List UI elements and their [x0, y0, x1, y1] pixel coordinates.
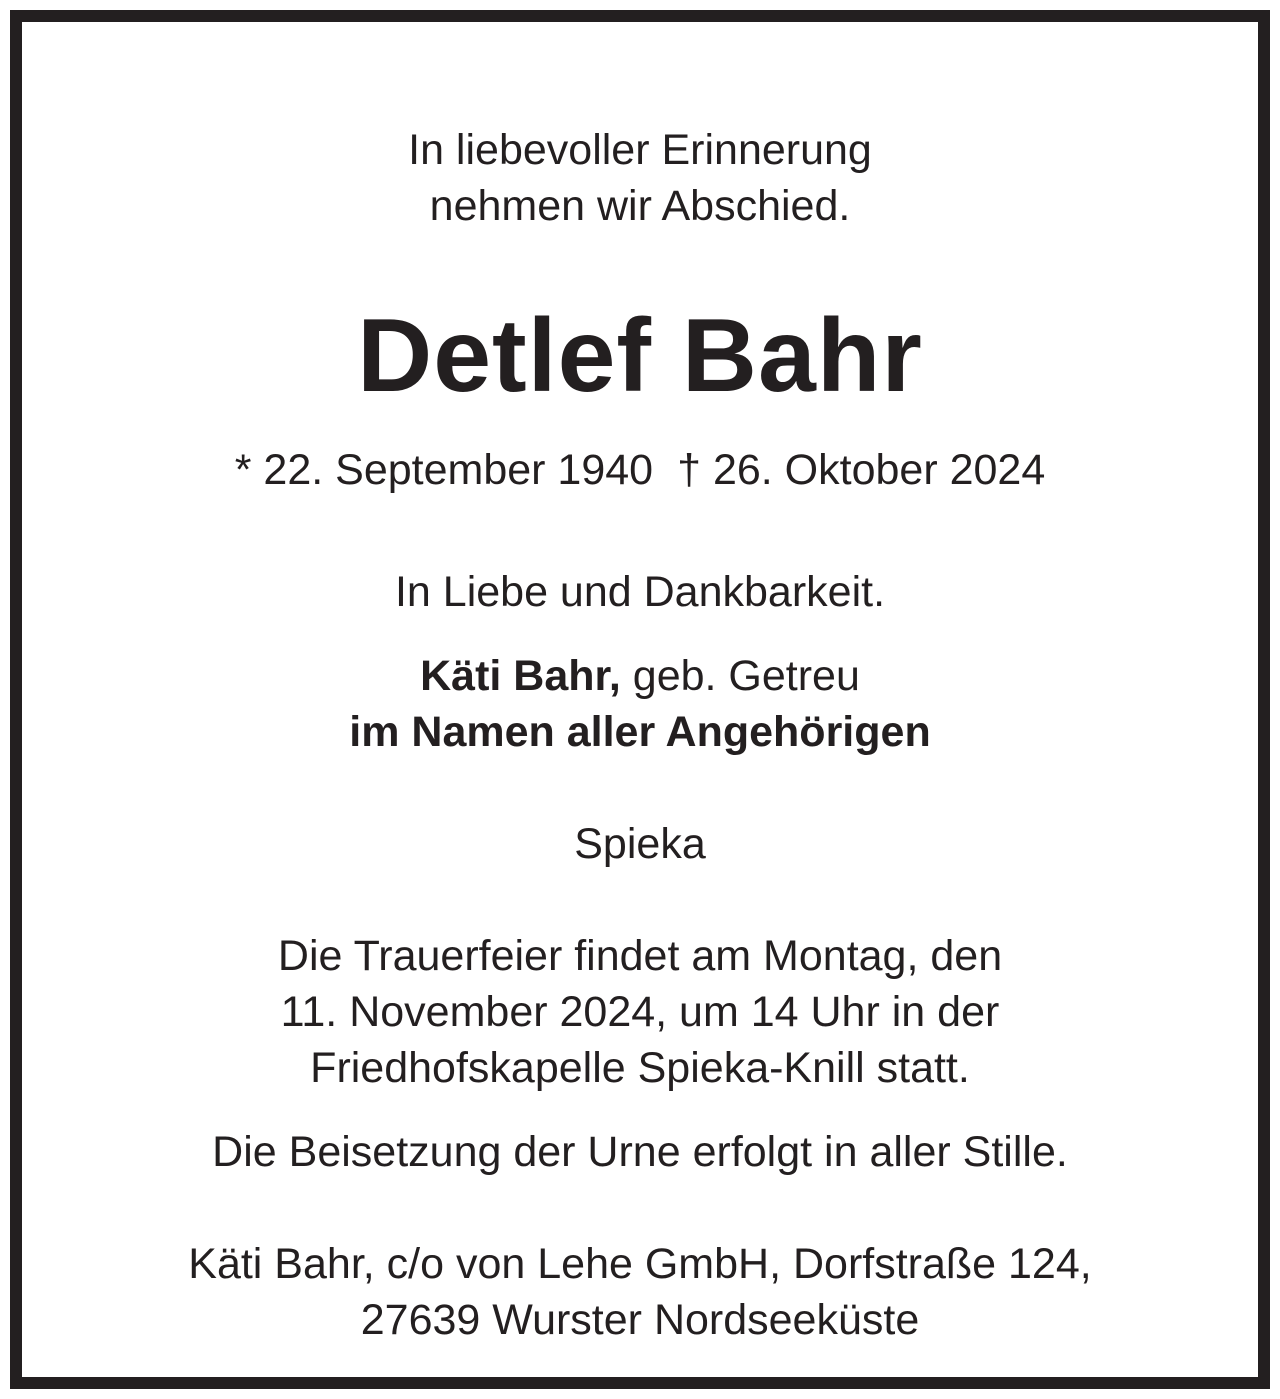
- place-line: Spieka: [574, 820, 706, 868]
- mourner-maiden-name: geb. Getreu: [632, 652, 860, 700]
- address-line-1: Käti Bahr, c/o von Lehe GmbH, Dorfstraße 124,: [188, 1240, 1092, 1288]
- birth-date: * 22. September 1940: [234, 446, 654, 494]
- intro-line-1: In liebevoller Erinnerung: [408, 126, 872, 174]
- ceremony-line-3: Friedhofskapelle Spieka-Knill statt.: [310, 1044, 970, 1092]
- death-date: † 26. Oktober 2024: [677, 446, 1046, 494]
- address-line-2: 27639 Wurster Nordseeküste: [360, 1296, 920, 1344]
- mourner-line: [0, 650, 1280, 702]
- on-behalf-line: im Namen aller Angehörigen: [349, 708, 931, 756]
- gratitude-line: In Liebe und Dankbarkeit.: [394, 568, 886, 616]
- intro-line-2: nehmen wir Abschied.: [429, 182, 851, 230]
- ceremony-line-1: Die Trauerfeier findet am Montag, den: [277, 932, 1003, 980]
- deceased-name: Detlef Bahr: [357, 298, 923, 414]
- ceremony-line-2: 11. November 2024, um 14 Uhr in der: [280, 988, 1000, 1036]
- burial-line: Die Beisetzung der Urne erfolgt in aller Stille.: [212, 1128, 1068, 1176]
- life-dates: [0, 444, 1280, 496]
- mourner-name: Käti Bahr,: [420, 652, 621, 700]
